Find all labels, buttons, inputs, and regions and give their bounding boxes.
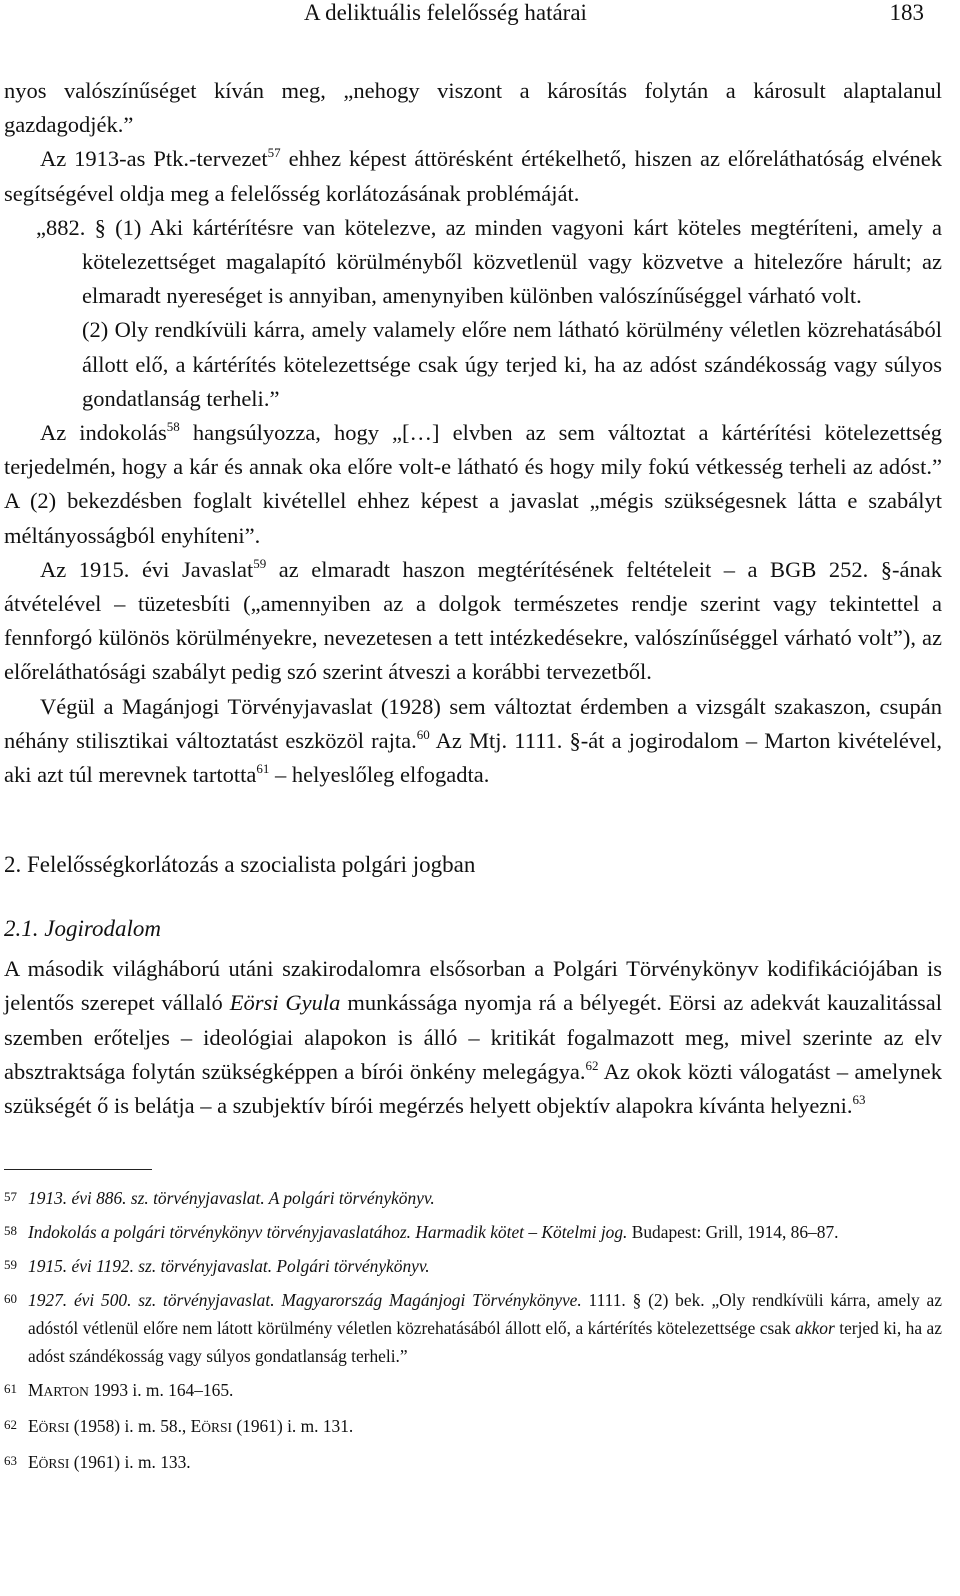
author-smallcaps: ÖRSI <box>38 1456 70 1472</box>
footnote-text <box>28 1252 942 1280</box>
footnote-number: 60 <box>4 1291 17 1307</box>
text-span: Budapest: Grill, 1914, 86–87. <box>627 1222 839 1243</box>
footnote-61 <box>4 1376 942 1406</box>
text-span: terjed ki, ha az adóst szándékosság vagy súlyos gondatlanság terheli.” <box>28 1318 942 1367</box>
footnote-ref-58[interactable]: 58 <box>166 419 180 435</box>
footnote-ref-60[interactable]: 60 <box>416 726 430 742</box>
paragraph-1915-javaslat <box>4 553 942 690</box>
footnote-ref-62[interactable]: 62 <box>585 1057 599 1073</box>
author-initial: M <box>28 1380 44 1401</box>
text-span: 1915. évi 1192. sz. törvényjavaslat. Polgári törvénykönyv. <box>28 1256 430 1277</box>
footnote-number: 59 <box>4 1257 17 1273</box>
author-initial: E <box>190 1416 202 1437</box>
text-span: az elmaradt haszon megtérítésének feltételeit – a BGB 252. §-ának átvételével – tüzetesbíti („amennyiben az a dolgok természetes rendje szerint vagy tekintettel a fennforgó különös körülményekre, nevezetesen a tett intézkedésekre, valószínűséggel várható volt”), az előreláthatósági szabályt pedig szó szerint átveszi a korábbi tervezetből. <box>4 556 942 685</box>
footnote-divider <box>4 1169 152 1170</box>
running-header <box>4 0 942 34</box>
footnote-number: 61 <box>4 1381 17 1397</box>
text-span: Az indokolás <box>40 420 167 446</box>
subsection-heading: 2.1. Jogirodalom <box>4 916 161 942</box>
text-span: (1961) i. m. 131. <box>232 1416 354 1437</box>
paragraph-1913-draft <box>4 142 942 210</box>
footnote-number: 58 <box>4 1223 17 1239</box>
quote-paragraph-1: „882. § (1) Aki kártérítésre van kötelezve, az minden vagyoni kárt köteles megtéríteni, amely a kötelezettséget magalapító körülményből közvetlenül vagy közvetve a hitelezőre hárult; az elmaradt nyereséget is annyiban, amenynyiben különben valószínűséggel várható volt. <box>36 214 942 309</box>
footnote-number: 62 <box>4 1417 17 1433</box>
paragraph-mtj <box>4 690 942 793</box>
text-span: 1111. § (2) bek. „Oly rendkívüli kárra, amely az adóstól vétlenül előre nem látott körülmény véletlen közrehatásából állott elő, a kártérítés kötelezettsége csak <box>28 1290 943 1339</box>
author-initial: E <box>28 1452 39 1473</box>
footnote-number: 63 <box>4 1453 17 1469</box>
paragraph-jogirodalom <box>4 952 942 1123</box>
text-span: A második világháború utáni szakirodalomra elsősorban a Polgári Törvénykönyv kodifikációjában is jelentős szerepet vállaló <box>4 956 942 1016</box>
author-smallcaps: ÖRSI <box>201 1420 233 1436</box>
text-span: Végül a Magánjogi Törvényjavaslat (1928) sem változtat érdemben a vizsgált szakaszon, csupán néhány stilisztikai változtatást eszközöl rajta. <box>4 693 942 753</box>
text-span: hangsúlyozza, hogy „[…] elvben az sem változtat a kártérítési kötelezettség terjedelmén, hogy a kár és annak oka előre volt-e látható és hogy mily fokú vétkesség terheli az adóst.” A (2) bekezdésben foglalt kivétellel ehhez képest a javaslat „mégis szükségesnek látta e szabályt méltányosságból enyhíteni”. <box>4 420 943 548</box>
text-span: (1958) i. m. 58., <box>69 1416 191 1437</box>
text-span: akkor <box>795 1318 835 1339</box>
text-span: munkássága nyomja rá a bélyegét. Eörsi az adekvát kauzalitással szemben erőteljes – ideológiai alapokon is álló – kritikát fogalmazott meg, mivel szerinte az elv absztraktsága folytán szükségképpen a bírói önkény melegágya. <box>4 990 942 1084</box>
text-span: Az Mtj. 1111. §-át a jogirodalom – Marton kivételével, aki azt túl merevnek tartotta <box>4 727 942 788</box>
text-span: Az okok közti válogatást – amelynek szükségét ő is belátja – a szubjektív bírói megérzés helyett objektív alapokra kívánta helyezni. <box>4 1058 942 1119</box>
footnotes <box>4 1184 942 1478</box>
text-span: Az 1915. évi Javaslat <box>40 556 254 582</box>
text-span: 1927. évi 500. sz. törvényjavaslat. Magyarország Magánjogi Törvénykönyve. <box>28 1290 582 1311</box>
footnote-ref-61[interactable]: 61 <box>256 761 270 777</box>
section-heading: 2. Felelősségkorlátozás a szocialista polgári jogban <box>4 852 476 878</box>
text-span: (1961) i. m. 133. <box>69 1452 191 1473</box>
footnote-ref-59[interactable]: 59 <box>253 555 267 571</box>
author-smallcaps: ARTON <box>43 1384 89 1400</box>
footnote-59 <box>4 1252 942 1280</box>
footnote-ref-57[interactable]: 57 <box>267 145 281 161</box>
footnote-62 <box>4 1412 942 1442</box>
footnote-ref-63[interactable]: 63 <box>852 1092 866 1108</box>
block-quote <box>4 211 942 416</box>
footnote-text <box>28 1448 942 1478</box>
paragraph-continuation: nyos valószínűséget kíván meg, „nehogy viszont a károsítás folytán a károsult alaptalanul gazdagodjék.” <box>4 78 942 138</box>
text-span: 1913. évi 886. sz. törvényjavaslat. A polgári törvénykönyv. <box>28 1188 435 1209</box>
quote-paragraph-2: (2) Oly rendkívüli kárra, amely valamely előre nem látható körülmény véletlen közrehatásából állott elő, a kártérítés kötelezettsége csak úgy terjed ki, ha az adóst szándékosság vagy súlyos gondatlanság terheli.” <box>82 317 942 411</box>
text-span: 1993 i. m. 164–165. <box>88 1380 234 1401</box>
paragraph-indokolas <box>4 416 942 553</box>
footnote-text <box>28 1376 942 1406</box>
footnote-63 <box>4 1448 942 1478</box>
page-number: 183 <box>889 0 924 25</box>
footnote-58 <box>4 1218 942 1246</box>
running-title: A deliktuális felelősség határai <box>304 0 587 25</box>
text-span: – helyeslőleg elfogadta. <box>269 762 490 788</box>
footnote-60 <box>4 1286 942 1370</box>
author-smallcaps: ÖRSI <box>38 1420 70 1436</box>
text-span: ehhez képest áttörésként értékelhető, hiszen az előreláthatóság elvének segítségével oldja meg a felelősség korlátozásának problémáját. <box>4 146 942 206</box>
footnote-57 <box>4 1184 942 1212</box>
footnote-number: 57 <box>4 1189 17 1205</box>
footnote-text <box>28 1218 942 1246</box>
main-text <box>4 74 942 1123</box>
footnote-text <box>28 1184 942 1212</box>
author-initial: E <box>28 1416 39 1437</box>
author-name: Eörsi Gyula <box>229 990 341 1016</box>
footnote-text <box>28 1412 942 1442</box>
footnote-text <box>28 1286 942 1370</box>
text-span: Indokolás a polgári törvénykönyv törvényjavaslatához. Harmadik kötet – Kötelmi jog. <box>28 1222 628 1243</box>
text-span: Az 1913-as Ptk.-tervezet <box>40 146 268 172</box>
